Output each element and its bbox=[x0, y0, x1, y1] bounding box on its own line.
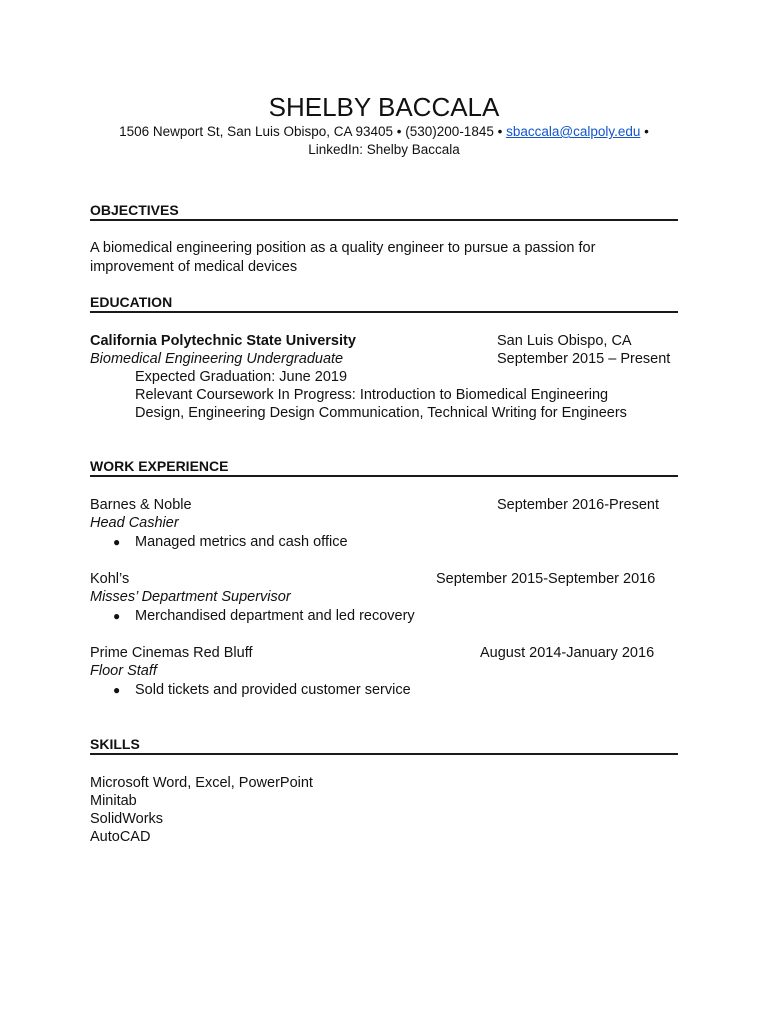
objectives-heading: OBJECTIVES bbox=[90, 202, 179, 218]
job-dates: September 2015-September 2016 bbox=[436, 571, 656, 587]
contact-line-linkedin: LinkedIn: Shelby Baccala bbox=[308, 142, 460, 157]
skill-item: SolidWorks bbox=[90, 811, 164, 827]
bullet-icon: ● bbox=[113, 609, 121, 623]
job-employer: Barnes & Noble bbox=[90, 497, 192, 513]
job-employer: Prime Cinemas Red Bluff bbox=[90, 645, 253, 661]
school-name: California Polytechnic State University bbox=[90, 333, 356, 349]
work-experience-heading: WORK EXPERIENCE bbox=[90, 458, 229, 474]
contact-line-1 bbox=[0, 123, 768, 141]
job-bullet: Merchandised department and led recovery bbox=[135, 608, 415, 624]
job-bullet: Managed metrics and cash office bbox=[135, 534, 348, 550]
school-location: San Luis Obispo, CA bbox=[497, 333, 632, 349]
contact-address-phone: 1506 Newport St, San Luis Obispo, CA 93405 • (530)200-1845 • bbox=[119, 124, 507, 139]
job-employer: Kohl’s bbox=[90, 571, 130, 587]
education-detail: Expected Graduation: June 2019 bbox=[135, 369, 348, 385]
contact-separator: • bbox=[640, 124, 649, 139]
education-divider bbox=[90, 311, 678, 313]
objective-line-1: A biomedical engineering position as a quality engineer to pursue a passion for bbox=[90, 240, 596, 256]
work-experience-divider bbox=[90, 475, 678, 477]
education-dates: September 2015 – Present bbox=[497, 351, 671, 367]
skill-item: Microsoft Word, Excel, PowerPoint bbox=[90, 775, 313, 791]
bullet-icon: ● bbox=[113, 683, 121, 697]
job-title: Misses’ Department Supervisor bbox=[90, 589, 291, 605]
skill-item: AutoCAD bbox=[90, 829, 151, 845]
skill-item: Minitab bbox=[90, 793, 137, 809]
skills-heading: SKILLS bbox=[90, 736, 140, 752]
job-title: Head Cashier bbox=[90, 515, 179, 531]
job-title: Floor Staff bbox=[90, 663, 157, 679]
objective-line-2: improvement of medical devices bbox=[90, 259, 298, 275]
education-detail: Relevant Coursework In Progress: Introduction to Biomedical Engineering bbox=[135, 387, 609, 403]
degree: Biomedical Engineering Undergraduate bbox=[90, 351, 344, 367]
education-heading: EDUCATION bbox=[90, 294, 173, 310]
skills-divider bbox=[90, 753, 678, 755]
job-bullet: Sold tickets and provided customer service bbox=[135, 682, 411, 698]
bullet-icon: ● bbox=[113, 535, 121, 549]
education-detail: Design, Engineering Design Communication, Technical Writing for Engineers bbox=[135, 405, 627, 421]
objectives-divider bbox=[90, 219, 678, 221]
candidate-name: SHELBY BACCALA bbox=[268, 92, 500, 122]
email-link[interactable]: sbaccala@calpoly.edu bbox=[506, 124, 641, 139]
job-dates: September 2016-Present bbox=[497, 497, 660, 513]
job-dates: August 2014-January 2016 bbox=[480, 645, 655, 661]
